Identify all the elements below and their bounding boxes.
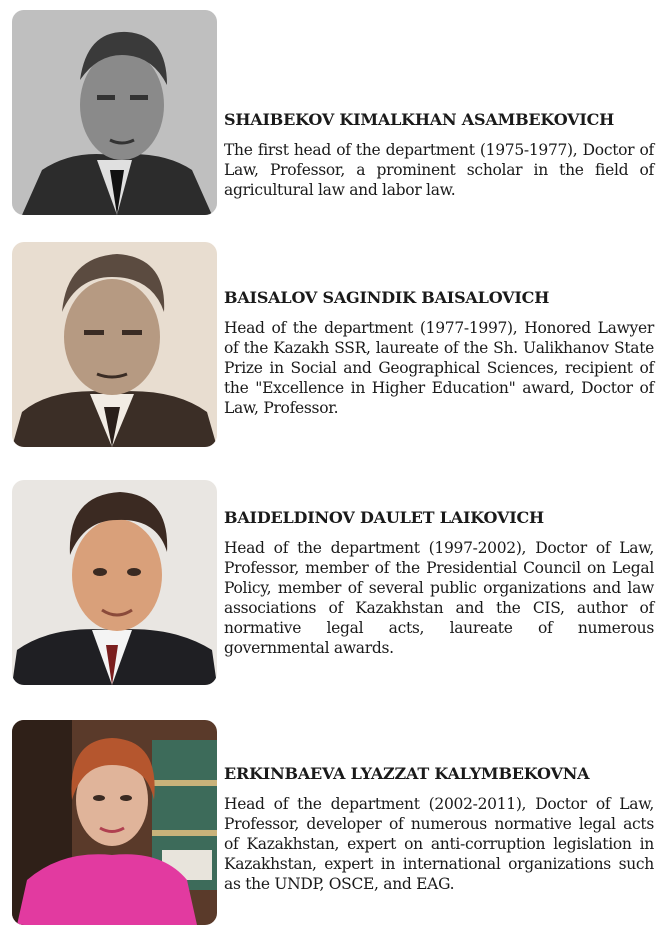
portrait-color-icon <box>12 480 217 685</box>
person-description: Head of the department (1997-2002), Doctor of Law, Professor, member of the Presidential Council on Legal Policy, member of several public organizations and law associations of Kazakhstan and the CIS, author of normative legal acts, laureate of numerous governmental awards. <box>224 539 654 657</box>
person-description: Head of the department (1977-1997), Honored Lawyer of the Kazakh SSR, laureate of the Sh. Ualikhanov State Prize in Social and Geographical Sciences, recipient of the "Excellence in Higher Education" award, Doctor of Law, Professor. <box>224 319 654 417</box>
person-name: ERKINBAEVA LYAZZAT KALYMBEKOVNA <box>224 764 590 783</box>
portrait-photo-4 <box>12 720 217 925</box>
person-description: Head of the department (2002-2011), Doctor of Law, Professor, developer of numerous normative legal acts of Kazakhstan, expert on anti-corruption legislation in Kazakhstan, expert in international organizations such as the UNDP, OSCE, and EAG. <box>224 795 654 893</box>
portrait-photo-1 <box>12 10 217 215</box>
portrait-sepia-icon <box>12 242 217 447</box>
person-description: The first head of the department (1975-1977), Doctor of Law, Professor, a prominent scholar in the field of agricultural law and labor law. <box>224 141 654 199</box>
portrait-bw-icon <box>12 10 217 215</box>
person-name: BAIDELDINOV DAULET LAIKOVICH <box>224 508 544 527</box>
portrait-color-icon <box>12 720 217 925</box>
person-name: SHAIBEKOV KIMALKHAN ASAMBEKOVICH <box>224 110 615 129</box>
person-name: BAISALOV SAGINDIK BAISALOVICH <box>224 288 550 307</box>
portrait-photo-3 <box>12 480 217 685</box>
portrait-photo-2 <box>12 242 217 447</box>
